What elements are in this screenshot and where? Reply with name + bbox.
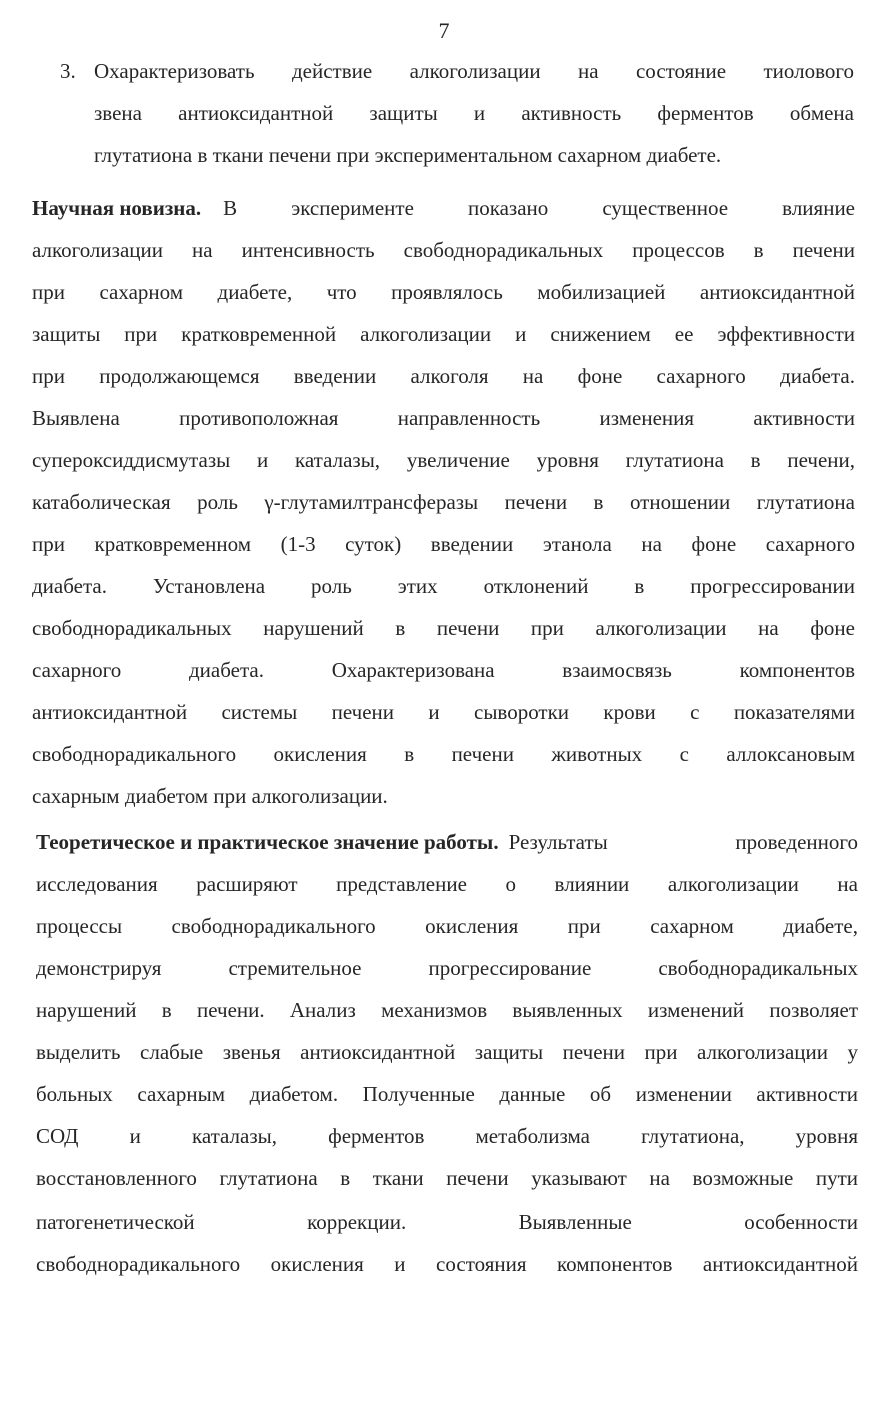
novelty-line: сахарным диабетом при алкоголизации. bbox=[32, 784, 388, 808]
significance-line: процессы свободнорадикального окисления при сахарном диабете, bbox=[36, 914, 858, 938]
novelty-line: диабета. Установлена роль этих отклонений в прогрессировании bbox=[32, 574, 855, 598]
novelty-line: сахарного диабета. Охарактеризована взаимосвязь компонентов bbox=[32, 658, 855, 682]
list-item-marker: 3. bbox=[60, 59, 76, 83]
list-item-line: Охарактеризовать действие алкоголизации на состояние тиолового bbox=[94, 59, 854, 83]
novelty-line: при кратковременном (1-3 суток) введении этанола на фоне сахарного bbox=[32, 532, 855, 556]
novelty-line: Выявлена противоположная направленность изменения активности bbox=[32, 406, 855, 430]
significance-heading: Теоретическое и практическое значение работы. bbox=[36, 830, 499, 854]
significance-line: демонстрируя стремительное прогрессирование свободнорадикальных bbox=[36, 956, 858, 980]
significance-line: свободнорадикального окисления и состояния компонентов антиоксидантной bbox=[36, 1252, 858, 1276]
list-item-line: звена антиоксидантной защиты и активность ферментов обмена bbox=[94, 101, 854, 125]
novelty-line: при сахарном диабете, что проявлялось мобилизацией антиоксидантной bbox=[32, 280, 855, 304]
significance-line: восстановленного глутатиона в ткани печени указывают на возможные пути bbox=[36, 1166, 858, 1190]
significance-first-line bbox=[36, 827, 858, 857]
page-number: 7 bbox=[438, 18, 450, 43]
novelty-line: защиты при кратковременной алкоголизации и снижением ее эффективности bbox=[32, 322, 855, 346]
novelty-line: катаболическая роль γ-глутамилтрансферазы печени в отношении глутатиона bbox=[32, 490, 855, 514]
novelty-line: свободнорадикальных нарушений в печени при алкоголизации на фоне bbox=[32, 616, 855, 640]
novelty-line: свободнорадикального окисления в печени животных с аллоксановым bbox=[32, 742, 855, 766]
significance-line: СОД и каталазы, ферментов метаболизма глутатиона, уровня bbox=[36, 1124, 858, 1148]
novelty-first-line bbox=[32, 193, 855, 223]
list-item-line: глутатиона в ткани печени при экспериментальном сахарном диабете. bbox=[94, 143, 722, 167]
novelty-line: алкоголизации на интенсивность свободнорадикальных процессов в печени bbox=[32, 238, 855, 262]
significance-line: патогенетической коррекции. Выявленные особенности bbox=[36, 1210, 858, 1234]
novelty-line: при продолжающемся введении алкоголя на фоне сахарного диабета. bbox=[32, 364, 855, 388]
novelty-line: супероксиддисмутазы и каталазы, увеличение уровня глутатиона в печени, bbox=[32, 448, 855, 472]
significance-line: исследования расширяют представление о влиянии алкоголизации на bbox=[36, 872, 858, 896]
significance-line: больных сахарным диабетом. Полученные данные об изменении активности bbox=[36, 1082, 858, 1106]
significance-line: Результаты проведенного bbox=[508, 830, 858, 854]
novelty-heading: Научная новизна. bbox=[32, 196, 202, 220]
novelty-line: антиоксидантной системы печени и сыворотки крови с показателями bbox=[32, 700, 855, 724]
significance-line: выделить слабые звенья антиоксидантной защиты печени при алкоголизации у bbox=[36, 1040, 858, 1064]
significance-line: нарушений в печени. Анализ механизмов выявленных изменений позволяет bbox=[36, 998, 858, 1022]
novelty-line: В эксперименте показано существенное влияние bbox=[223, 196, 855, 220]
